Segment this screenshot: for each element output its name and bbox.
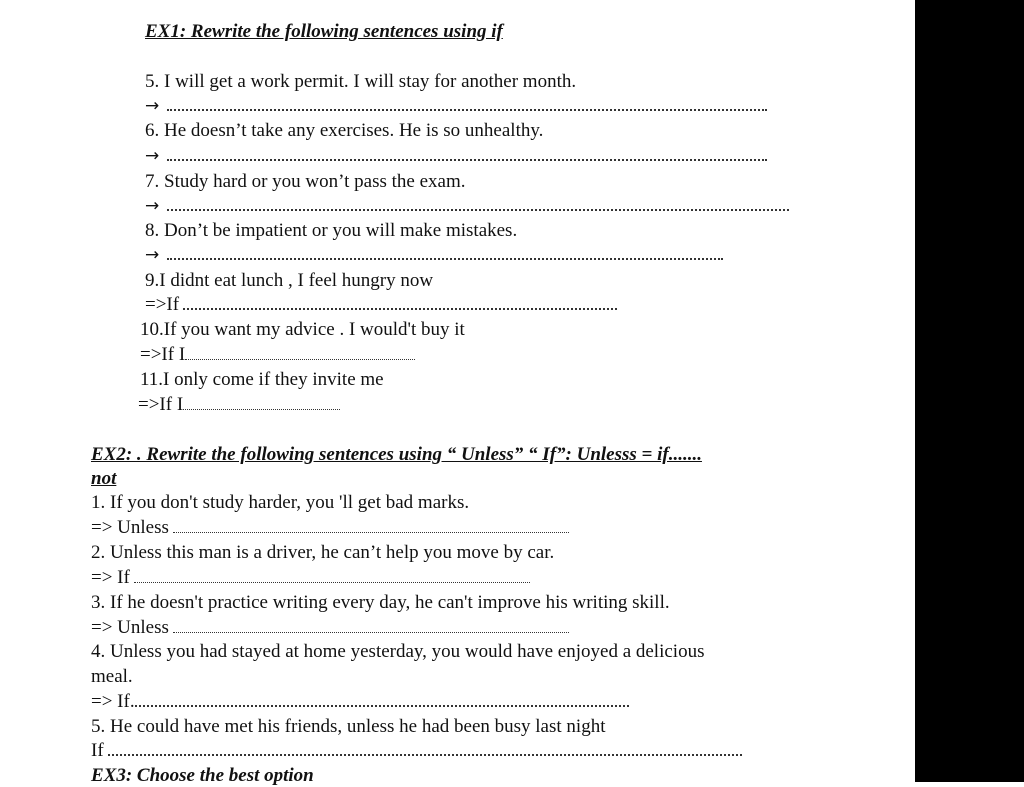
ex1-question-7: 7. Study hard or you won’t pass the exam. [145,171,466,192]
ex2-question-4-cont: meal. [91,666,133,687]
ex2-heading: EX2: . Rewrite the following sentences using “ Unless” “ If”: Unlesss = if....... [91,444,702,465]
answer-blank[interactable] [185,358,415,360]
ex2-question-5: 5. He could have met his friends, unless he had been busy last night [91,716,606,737]
ex2-answer-2[interactable] [91,567,530,589]
answer-prefix: If [91,740,104,761]
answer-prefix: => If. [91,691,135,712]
arrow-icon: → [145,196,160,216]
ex2-answer-1[interactable] [91,517,569,539]
ex1-answer-9[interactable] [145,294,617,316]
black-side-bar [915,0,1024,782]
ex2-answer-5[interactable] [91,740,742,762]
answer-blank[interactable] [183,408,340,410]
ex2-question-3: 3. If he doesn't practice writing every day, he can't improve his writing skill. [91,592,670,613]
ex1-question-9: 9.I didnt eat lunch , I feel hungry now [145,270,434,291]
ex1-heading: EX1: Rewrite the following sentences using if [145,21,503,42]
answer-blank[interactable] [173,631,569,633]
ex1-answer-5[interactable] [145,95,767,117]
ex1-question-6: 6. He doesn’t take any exercises. He is so unhealthy. [145,120,544,141]
ex1-answer-11[interactable] [138,394,340,416]
ex1-question-5: 5. I will get a work permit. I will stay for another month. [145,71,577,92]
ex1-answer-10[interactable] [140,344,415,366]
ex3-heading: EX3: Choose the best option [91,765,314,786]
ex1-question-10: 10.If you want my advice . I would't buy it [140,319,465,340]
ex2-heading-cont: not [91,468,117,489]
answer-blank[interactable] [173,531,569,533]
ex2-question-4: 4. Unless you had stayed at home yesterday, you would have enjoyed a delicious [91,641,705,662]
ex1-answer-7[interactable] [145,195,789,217]
ex2-answer-4[interactable] [91,691,629,713]
answer-blank[interactable] [183,307,617,310]
ex1-question-8: 8. Don’t be impatient or you will make mistakes. [145,220,518,241]
ex1-question-11: 11.I only come if they invite me [140,369,384,390]
answer-blank[interactable] [108,753,742,756]
ex2-question-2: 2. Unless this man is a driver, he can’t help you move by car. [91,542,555,563]
answer-blank[interactable] [167,108,767,111]
arrow-icon: → [145,245,160,265]
answer-blank[interactable] [167,257,723,260]
ex1-answer-8[interactable] [145,244,723,266]
answer-prefix: => If [91,567,130,588]
answer-prefix: => Unless [91,517,169,538]
ex2-answer-3[interactable] [91,617,569,639]
answer-blank[interactable] [135,704,629,707]
answer-prefix: =>If I [138,394,184,415]
answer-blank[interactable] [167,208,789,211]
answer-prefix: => Unless [91,617,169,638]
answer-prefix: =>If [145,294,180,315]
answer-blank[interactable] [167,158,767,161]
arrow-icon: → [145,96,160,116]
answer-prefix: =>If I [140,344,186,365]
arrow-icon: → [145,146,160,166]
ex1-answer-6[interactable] [145,145,767,167]
ex2-question-1: 1. If you don't study harder, you 'll get bad marks. [91,492,470,513]
answer-blank[interactable] [134,581,530,583]
